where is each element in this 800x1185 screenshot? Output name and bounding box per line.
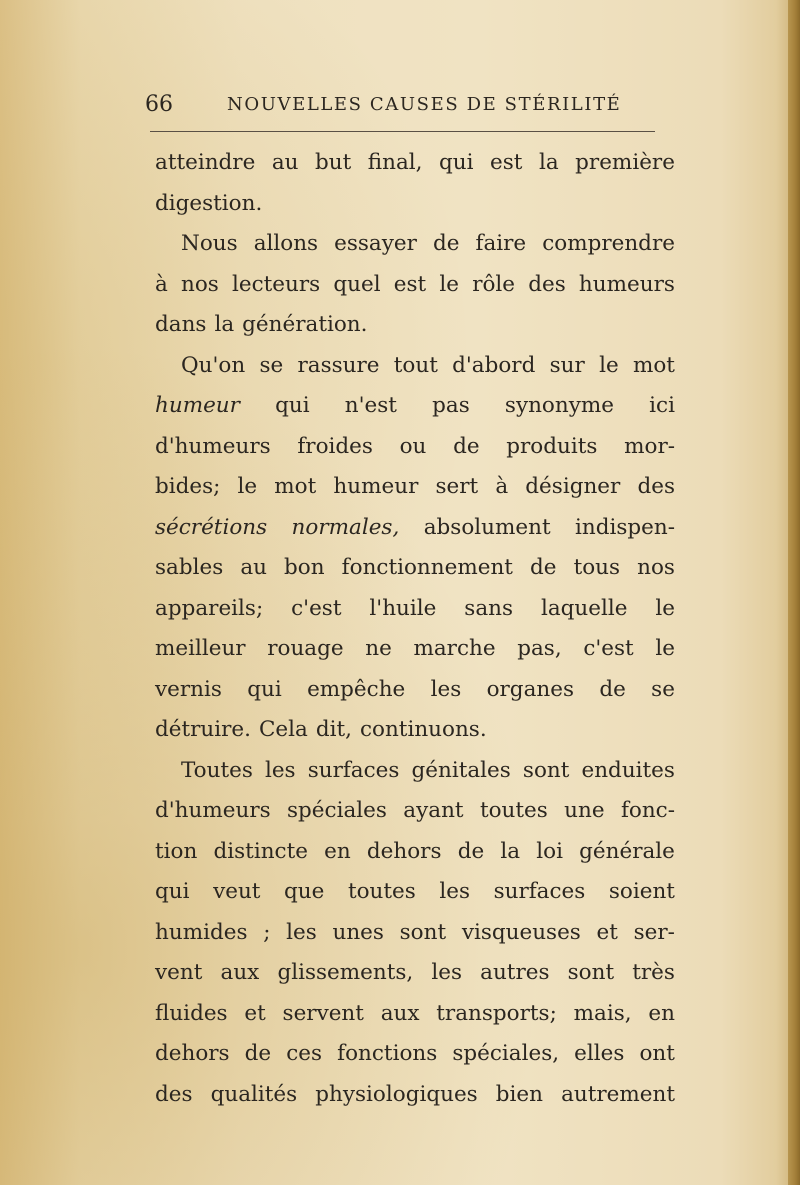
text-line bbox=[155, 872, 675, 913]
header-rule bbox=[150, 131, 655, 132]
word: empêche bbox=[307, 676, 406, 702]
word: qui bbox=[439, 150, 474, 175]
word: spéciales, bbox=[452, 1041, 560, 1066]
word: aux bbox=[220, 960, 260, 985]
word: sont bbox=[399, 919, 447, 945]
word: ici bbox=[649, 393, 675, 418]
word: rassure bbox=[297, 352, 380, 378]
word: sans bbox=[464, 595, 514, 621]
word: aux bbox=[380, 1000, 420, 1026]
word: appareils; bbox=[155, 595, 264, 621]
text-line bbox=[155, 265, 675, 306]
text-line bbox=[155, 548, 675, 589]
word: d'humeurs bbox=[155, 433, 271, 459]
word: laquelle bbox=[540, 595, 628, 621]
word: digestion. bbox=[155, 190, 263, 216]
word: autrement bbox=[561, 1081, 675, 1107]
text-line bbox=[155, 467, 675, 508]
word: autres bbox=[480, 960, 550, 985]
word: n'est bbox=[344, 393, 397, 418]
word: désigner bbox=[525, 474, 621, 499]
word: tion bbox=[155, 838, 198, 864]
word: Nous bbox=[181, 231, 238, 256]
word: servent bbox=[282, 1000, 364, 1026]
word: très bbox=[632, 960, 675, 985]
word: la bbox=[538, 150, 559, 175]
word: c'est bbox=[291, 595, 342, 621]
word: marche bbox=[413, 636, 496, 661]
word: et bbox=[596, 919, 618, 945]
word: le bbox=[655, 636, 675, 661]
text-line bbox=[155, 589, 675, 630]
word: mais, bbox=[573, 1000, 632, 1026]
text-line bbox=[155, 670, 675, 711]
word: humeur bbox=[333, 474, 419, 499]
word: veut bbox=[213, 879, 261, 904]
word: sont bbox=[522, 757, 570, 783]
word: organes bbox=[486, 676, 574, 702]
italic-word: humeur bbox=[155, 393, 240, 418]
word: générale bbox=[579, 838, 675, 864]
text-line bbox=[155, 224, 675, 265]
word: en bbox=[324, 838, 351, 864]
word: de bbox=[530, 555, 557, 580]
page-edge bbox=[788, 0, 800, 1185]
word: le bbox=[439, 271, 459, 297]
word: lecteurs bbox=[232, 271, 321, 297]
text-line bbox=[155, 832, 675, 873]
text-line bbox=[155, 305, 675, 346]
word: Cela bbox=[258, 717, 308, 742]
word: une bbox=[564, 798, 605, 823]
word: de bbox=[457, 838, 485, 864]
text-line bbox=[155, 994, 675, 1035]
word: les bbox=[286, 919, 317, 945]
text-line bbox=[155, 629, 675, 670]
word: essayer bbox=[334, 231, 417, 256]
word: bon bbox=[284, 555, 325, 580]
word: fonc- bbox=[620, 798, 675, 823]
word: unes bbox=[332, 919, 384, 945]
word: c'est bbox=[583, 636, 634, 661]
word: vent bbox=[155, 960, 203, 985]
text-line bbox=[155, 1075, 675, 1116]
word: le bbox=[237, 474, 258, 499]
text-line bbox=[155, 751, 675, 792]
word: sables bbox=[155, 555, 224, 580]
text-line bbox=[155, 508, 675, 549]
word: tout bbox=[393, 352, 438, 378]
word: fonctionnement bbox=[341, 555, 513, 580]
word: soient bbox=[608, 879, 675, 904]
word: dehors bbox=[366, 838, 442, 864]
running-header bbox=[145, 92, 665, 122]
word: nos bbox=[181, 271, 219, 297]
word: sert bbox=[435, 474, 479, 499]
word: des bbox=[528, 271, 566, 297]
word: l'huile bbox=[369, 595, 437, 621]
word: se bbox=[651, 676, 675, 702]
word: bien bbox=[495, 1081, 543, 1107]
word: qui bbox=[155, 879, 190, 904]
word: ser- bbox=[633, 919, 675, 945]
word: comprendre bbox=[542, 231, 675, 256]
word: surfaces bbox=[307, 757, 400, 783]
word: loi bbox=[536, 838, 563, 864]
word: détruire. bbox=[155, 717, 251, 742]
text-line bbox=[155, 953, 675, 994]
word: la bbox=[214, 312, 235, 337]
word: synonyme bbox=[504, 393, 614, 418]
word: pas bbox=[432, 393, 470, 418]
word: faire bbox=[475, 231, 527, 256]
word: de bbox=[244, 1041, 272, 1066]
word: est bbox=[490, 150, 523, 175]
word: les bbox=[431, 960, 462, 985]
word: produits bbox=[506, 433, 598, 459]
word: vernis bbox=[155, 676, 222, 702]
word: elles bbox=[574, 1041, 625, 1066]
text-line bbox=[155, 1034, 675, 1075]
text-line bbox=[155, 710, 675, 751]
word: le bbox=[655, 595, 675, 621]
word: fonctions bbox=[337, 1041, 438, 1066]
word: se bbox=[259, 352, 284, 378]
word: transports; bbox=[436, 1000, 557, 1026]
word: ont bbox=[639, 1041, 675, 1066]
text-line bbox=[155, 184, 675, 225]
word: visqueuses bbox=[461, 919, 581, 945]
word: à bbox=[495, 474, 509, 499]
word: à bbox=[155, 271, 168, 297]
page-number: 66 bbox=[145, 92, 173, 117]
word: quel bbox=[333, 271, 381, 297]
text-line bbox=[155, 386, 675, 427]
word: qui bbox=[247, 676, 282, 702]
word: but bbox=[315, 150, 352, 175]
word: enduites bbox=[581, 757, 675, 783]
italic-word: normales, bbox=[291, 514, 400, 540]
word: les bbox=[430, 676, 462, 702]
word: humides bbox=[155, 919, 248, 945]
word: indispen- bbox=[575, 514, 675, 540]
word: final, bbox=[367, 150, 423, 175]
word: rouage bbox=[267, 636, 344, 661]
word: ou bbox=[399, 433, 427, 459]
word: sur bbox=[549, 352, 585, 378]
word: dehors bbox=[155, 1041, 230, 1066]
word: bides; bbox=[155, 474, 221, 499]
word: tous bbox=[573, 555, 621, 580]
text-line bbox=[155, 346, 675, 387]
word: au bbox=[240, 555, 267, 580]
word: continuons. bbox=[359, 717, 487, 742]
word: froides bbox=[297, 433, 373, 459]
word: les bbox=[264, 757, 296, 783]
word: meilleur bbox=[155, 636, 246, 661]
text-line bbox=[155, 791, 675, 832]
word: ayant bbox=[403, 798, 464, 823]
word: distincte bbox=[213, 838, 308, 864]
word: et bbox=[244, 1000, 266, 1026]
text-line bbox=[155, 913, 675, 954]
word: le bbox=[599, 352, 619, 378]
text-line bbox=[155, 143, 675, 184]
running-title: NOUVELLES CAUSES DE STÉRILITÉ bbox=[227, 94, 622, 115]
word: mot bbox=[632, 352, 675, 378]
word: fluides bbox=[155, 1000, 228, 1026]
word: des bbox=[637, 474, 675, 499]
word: pas, bbox=[517, 636, 562, 661]
word: ne bbox=[365, 636, 392, 661]
word: mor- bbox=[624, 433, 675, 459]
body-text bbox=[155, 143, 675, 1115]
word: des bbox=[155, 1081, 193, 1107]
word: nos bbox=[637, 555, 675, 580]
word: dans bbox=[155, 312, 207, 337]
word: Toutes bbox=[181, 757, 253, 783]
word: sont bbox=[567, 960, 615, 985]
word: au bbox=[271, 150, 299, 175]
word: physiologiques bbox=[315, 1081, 478, 1107]
word: de bbox=[453, 433, 480, 459]
word: d'abord bbox=[452, 352, 536, 378]
word: génération. bbox=[242, 312, 368, 337]
word: toutes bbox=[479, 798, 548, 823]
word: est bbox=[393, 271, 427, 297]
word: que bbox=[284, 879, 325, 904]
word: de bbox=[432, 231, 460, 256]
word: génitales bbox=[411, 757, 511, 783]
word: toutes bbox=[347, 879, 416, 904]
word: atteindre bbox=[155, 150, 256, 175]
word: spéciales bbox=[287, 798, 387, 823]
word: rôle bbox=[472, 271, 516, 297]
word: ; bbox=[263, 919, 271, 945]
word: première bbox=[575, 150, 675, 175]
word: mot bbox=[274, 474, 317, 499]
word: de bbox=[599, 676, 626, 702]
word: absolument bbox=[423, 514, 551, 540]
word: d'humeurs bbox=[155, 798, 271, 823]
word: ces bbox=[286, 1041, 323, 1066]
word: glissements, bbox=[277, 960, 414, 985]
word: dit, bbox=[315, 717, 352, 742]
word: qui bbox=[275, 393, 310, 418]
word: surfaces bbox=[493, 879, 586, 904]
word: qualités bbox=[210, 1081, 298, 1107]
word: les bbox=[439, 879, 470, 904]
word: allons bbox=[253, 231, 319, 256]
word: la bbox=[500, 838, 521, 864]
word: en bbox=[648, 1000, 675, 1026]
word: Qu'on bbox=[181, 352, 246, 378]
italic-word: sécrétions bbox=[155, 514, 268, 540]
word: humeurs bbox=[578, 271, 675, 297]
text-line bbox=[155, 427, 675, 468]
